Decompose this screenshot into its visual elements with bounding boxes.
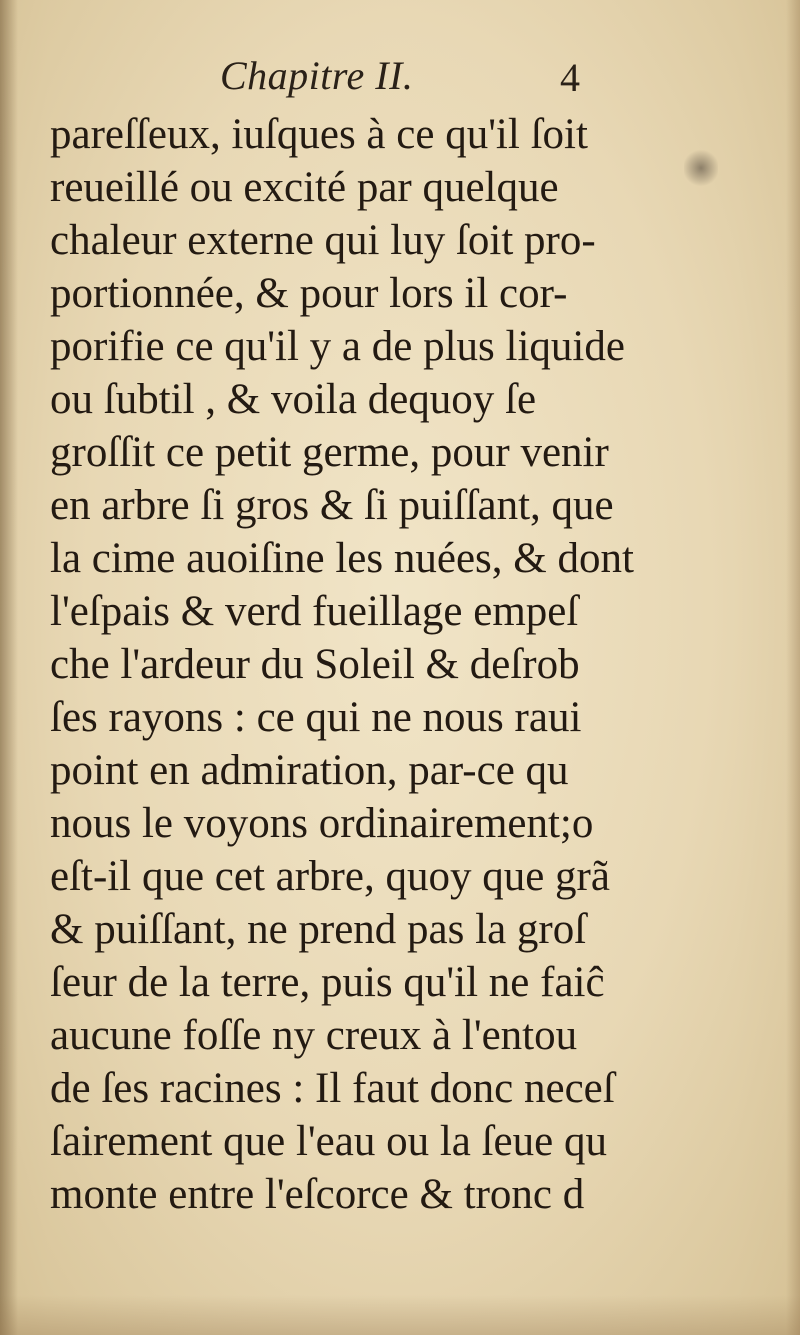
text-line: en arbre ſi gros & ſi puiſſant, que	[50, 482, 614, 529]
text-line: pareſſeux, iuſques à ce qu'il ſoit	[50, 111, 588, 158]
text-line: portionnée, & pour lors il cor-	[50, 270, 568, 317]
text-line: monte entre l'eſcorce & tronc d	[50, 1171, 585, 1218]
text-line: reueillé ou excité par quelque	[50, 164, 559, 211]
chapter-title: Chapitre II.	[220, 53, 414, 98]
page-number: 4	[560, 55, 580, 100]
running-head	[40, 52, 600, 108]
text-line: groſſit ce petit germe, pour venir	[50, 429, 609, 476]
text-line: porifie ce qu'il y a de plus liquide	[50, 323, 625, 370]
text-line: point en admiration, par-ce qu	[50, 747, 569, 794]
body-text	[50, 108, 634, 1221]
text-line: de ſes racines : Il faut donc neceſ	[50, 1065, 615, 1112]
text-line: eſt-il que cet arbre, quoy que grã	[50, 853, 610, 900]
text-line: ou ſubtil , & voila dequoy ſe	[50, 376, 537, 423]
text-line: aucune foſſe ny creux à l'entou	[50, 1012, 578, 1059]
text-line: l'eſpais & verd fueillage empeſ	[50, 588, 579, 635]
ink-stain	[684, 148, 718, 188]
text-line: & puiſſant, ne prend pas la groſ	[50, 906, 587, 953]
bottom-edge	[0, 1295, 800, 1335]
page-edge	[786, 0, 800, 1335]
spine-shadow	[0, 0, 18, 1335]
text-line: la cime auoiſine les nuées, & dont	[50, 535, 634, 582]
text-line: nous le voyons ordinairement;o	[50, 800, 594, 847]
text-line: chaleur externe qui luy ſoit pro-	[50, 217, 596, 264]
text-line: che l'ardeur du Soleil & deſrob	[50, 641, 580, 688]
text-line: ſairement que l'eau ou la ſeue qu	[50, 1118, 607, 1165]
text-line: ſes rayons : ce qui ne nous raui	[50, 694, 582, 741]
text-line: ſeur de la terre, puis qu'il ne faiĉ	[50, 959, 605, 1006]
